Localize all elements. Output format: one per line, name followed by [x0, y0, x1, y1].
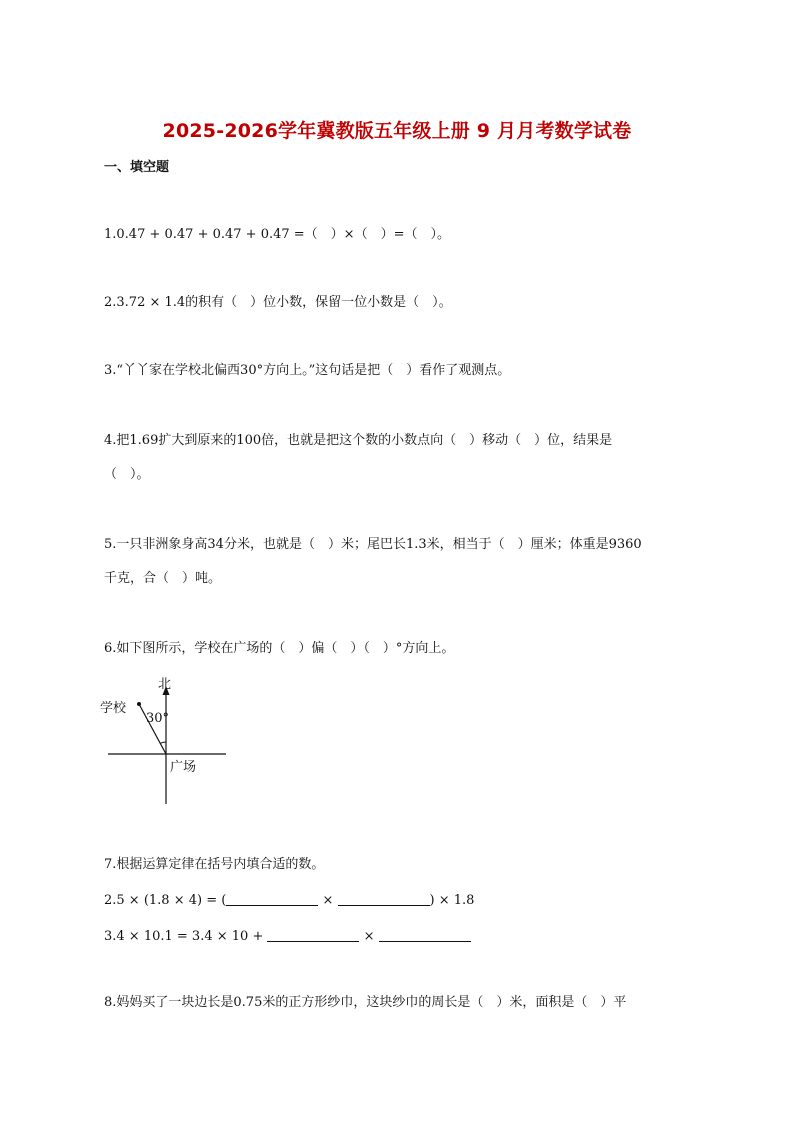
square-label: 广场	[170, 760, 197, 775]
eq1-times: ×	[322, 893, 334, 908]
question-7: 7.根据运算定律在括号内填合适的数。	[104, 857, 325, 872]
eq2-left: 3.4 × 10.1 = 3.4 × 10 +	[104, 929, 264, 944]
question-4-line-2: （ ）。	[104, 467, 150, 482]
question-8: 8.妈妈买了一块边长是0.75米的正方形纱巾，这块纱巾的周长是（ ）米，面积是（ ）平	[104, 995, 627, 1010]
question-1: 1.0.47 + 0.47 + 0.47 + 0.47 =（ ）×（ ）=（ ）。	[104, 227, 450, 242]
school-label: 学校	[100, 701, 127, 716]
direction-diagram	[96, 672, 236, 808]
question-2: 2.3.72 × 1.4的积有（ ）位小数，保留一位小数是（ ）。	[104, 295, 452, 310]
eq2-blank-2[interactable]	[379, 928, 471, 942]
question-5-line-1: 5.一只非洲象身高34分米，也就是（ ）米；尾巴长1.3米，相当于（ ）厘米；体重是9360	[104, 537, 642, 552]
section-heading: 一、填空题	[104, 160, 170, 175]
angle-arc	[160, 742, 166, 744]
question-6: 6.如下图所示，学校在广场的（ ）偏（ ）（ ）°方向上。	[104, 641, 455, 656]
page-title: 2025-2026学年冀教版五年级上册 9 月月考数学试卷	[162, 120, 632, 142]
eq2-times: ×	[363, 929, 375, 944]
question-5-line-2: 千克，合（ ）吨。	[104, 571, 222, 586]
question-7-equation-1	[104, 892, 474, 910]
eq1-right: ) × 1.8	[429, 893, 475, 908]
question-7-equation-2	[104, 928, 471, 946]
eq2-blank-1[interactable]	[267, 928, 359, 942]
eq1-blank-2[interactable]	[338, 892, 430, 906]
angle-label: 30°	[146, 711, 170, 726]
question-3: 3.“丫丫家在学校北偏西30°方向上。”这句话是把（ ）看作了观测点。	[104, 363, 511, 378]
school-point	[137, 702, 141, 706]
eq1-left: 2.5 × (1.8 × 4) = (	[104, 893, 227, 908]
north-label: 北	[158, 677, 172, 692]
question-4-line-1: 4.把1.69扩大到原来的100倍，也就是把这个数的小数点向（ ）移动（ ）位，结果是	[104, 433, 613, 448]
eq1-blank-1[interactable]	[226, 892, 318, 906]
